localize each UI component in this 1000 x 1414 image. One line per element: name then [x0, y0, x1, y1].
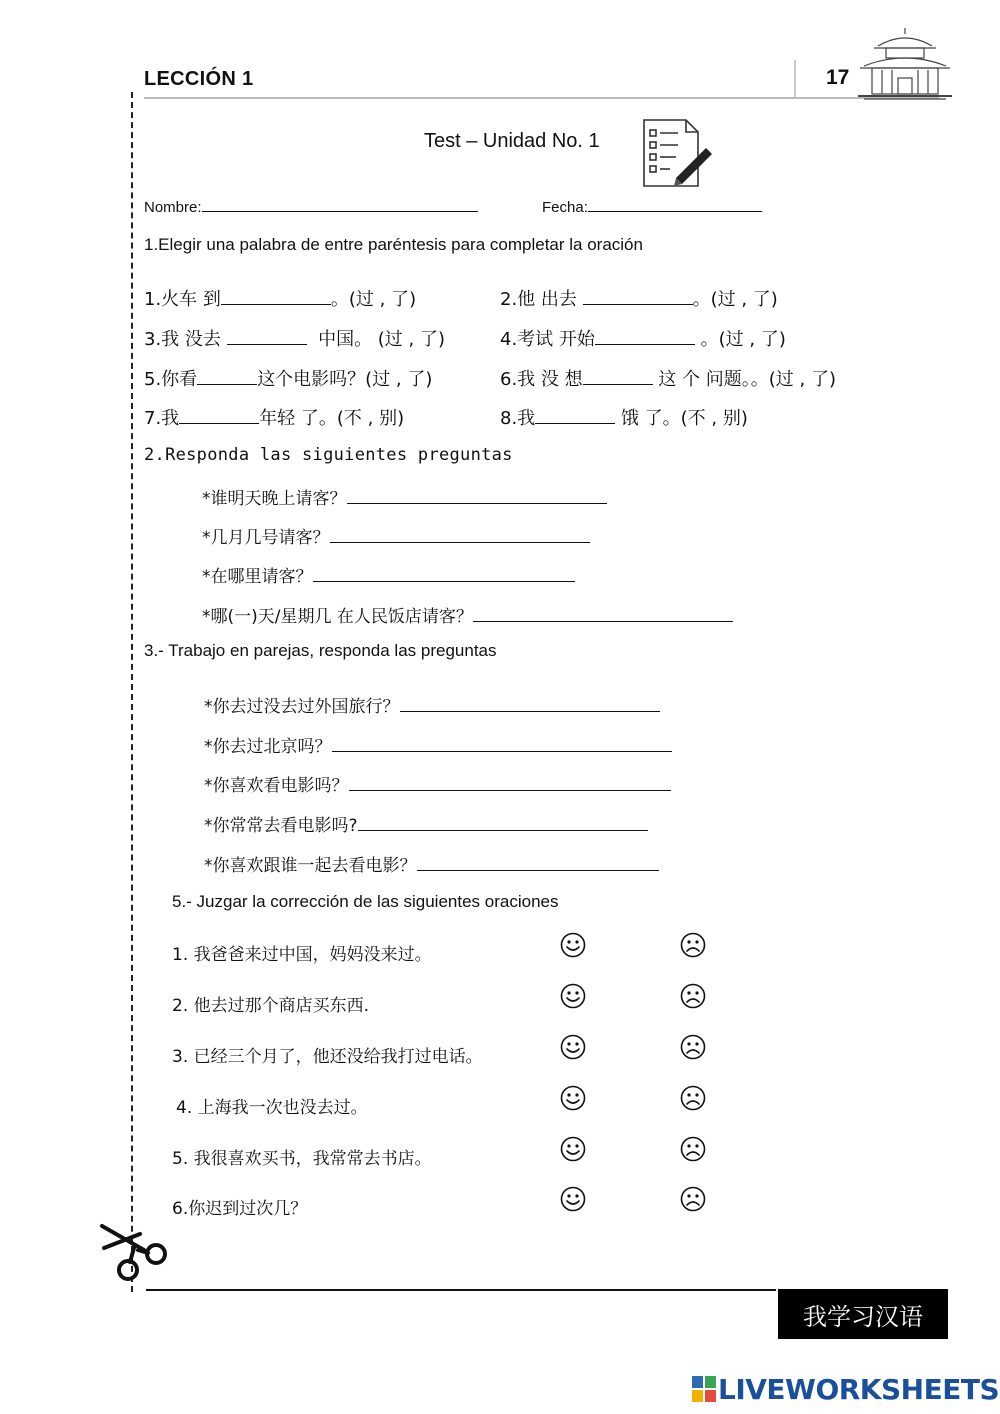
question: [202, 562, 575, 587]
fill-item: [144, 404, 404, 430]
answer-blank[interactable]: [179, 410, 259, 424]
item-text: 。(过 , 了): [692, 289, 778, 310]
name-field: [144, 198, 478, 216]
answer-blank[interactable]: [595, 331, 695, 345]
answer-blank[interactable]: [197, 371, 257, 385]
fill-item: [500, 404, 748, 430]
fill-item: [500, 325, 786, 351]
footer-label: 我学习汉语: [778, 1289, 948, 1339]
question: [204, 732, 672, 757]
question: [204, 771, 671, 796]
sad-face-icon[interactable]: [680, 1136, 706, 1162]
question-text: *你喜欢跟谁一起去看电影？: [204, 856, 417, 876]
answer-line[interactable]: [347, 490, 607, 504]
answer-line[interactable]: [349, 777, 671, 791]
smiley-face-icon[interactable]: [560, 932, 586, 958]
answer-blank[interactable]: [583, 371, 653, 385]
sentence: 5. 我很喜欢买书，我常常去书店。: [172, 1149, 432, 1169]
item-text: 6.我 没 想: [500, 369, 583, 390]
question-text: *你去过没去过外国旅行？: [204, 697, 400, 717]
name-input[interactable]: [202, 198, 478, 212]
liveworksheets-logo: [692, 1372, 999, 1406]
smiley-face-icon[interactable]: [560, 983, 586, 1009]
date-field: [542, 198, 762, 216]
question-text: *几月几号请客？: [202, 528, 330, 548]
answer-line[interactable]: [358, 817, 648, 831]
sentence: 4. 上海我一次也没去过。: [176, 1098, 368, 1118]
item-text: 这 个 问题。。(过 , 了): [652, 369, 836, 390]
item-text: 2.他 出去: [500, 289, 583, 310]
section3-heading: 3.- Trabajo en parejas, responda las preguntas: [144, 641, 497, 660]
sad-face-icon[interactable]: [680, 983, 706, 1009]
answer-line[interactable]: [400, 698, 660, 712]
item-text: 1.火车 到: [144, 289, 221, 310]
question: [204, 692, 660, 717]
answer-line[interactable]: [332, 738, 672, 752]
item-text: 。(过 , 了): [330, 289, 417, 310]
sad-face-icon[interactable]: [680, 1085, 706, 1111]
item-text: 年轻 了。(不 , 别): [259, 408, 405, 429]
question-text: *谁明天晚上请客？: [202, 489, 347, 509]
answer-line[interactable]: [417, 857, 659, 871]
question-text: *在哪里请客？: [202, 567, 313, 587]
fill-item: [500, 365, 836, 391]
answer-line[interactable]: [313, 568, 575, 582]
item-text: 3.我 没去: [144, 329, 227, 350]
smiley-face-icon[interactable]: [560, 1085, 586, 1111]
answer-line[interactable]: [473, 608, 733, 622]
smiley-face-icon[interactable]: [560, 1136, 586, 1162]
answer-blank[interactable]: [221, 291, 331, 305]
question: [204, 811, 648, 836]
date-input[interactable]: [588, 198, 762, 212]
fill-item: [144, 285, 416, 311]
sentence: 6.你迟到过次几？: [172, 1199, 308, 1219]
fill-item: [144, 365, 432, 391]
live-badge-icon: [692, 1376, 716, 1402]
item-text: 这个电影吗？(过 , 了): [257, 369, 433, 390]
answer-blank[interactable]: [227, 331, 307, 345]
name-label: Nombre:: [144, 199, 202, 216]
smiley-face-icon[interactable]: [560, 1186, 586, 1212]
section1-heading: 1.Elegir una palabra de entre paréntesis para completar la oración: [144, 235, 643, 254]
answer-blank[interactable]: [583, 291, 693, 305]
sad-face-icon[interactable]: [680, 932, 706, 958]
sentence: 3. 已经三个月了，他还没给我打过电话。: [172, 1047, 483, 1067]
sad-face-icon[interactable]: [680, 1186, 706, 1212]
item-text: 7.我: [144, 408, 180, 429]
date-label: Fecha:: [542, 199, 588, 216]
header-rule: [144, 97, 939, 99]
cut-line: [131, 92, 133, 1292]
item-text: 8.我: [500, 408, 536, 429]
question: [202, 602, 733, 627]
sentence: 1. 我爸爸来过中国，妈妈没来过。: [172, 945, 432, 965]
question: [202, 484, 607, 509]
pagoda-icon: [858, 26, 952, 100]
section5-heading: 5.- Juzgar la corrección de las siguientes oraciones: [172, 892, 559, 911]
item-text: 5.你看: [144, 369, 198, 390]
sentence: 2. 他去过那个商店买东西.: [172, 996, 370, 1016]
fill-item: [144, 325, 445, 351]
question-text: *你常常去看电影吗?: [204, 816, 358, 836]
sad-face-icon[interactable]: [680, 1034, 706, 1060]
smiley-face-icon[interactable]: [560, 1034, 586, 1060]
question-text: *你喜欢看电影吗？: [204, 776, 349, 796]
question: [202, 523, 590, 548]
question: [204, 851, 659, 876]
section2-heading: 2.Responda las siguientes preguntas: [144, 445, 513, 465]
question-text: *哪(一)天/星期几 在人民饭店请客？: [202, 607, 473, 627]
question-text: *你去过北京吗？: [204, 737, 332, 757]
item-text: 4.考试 开始: [500, 329, 595, 350]
item-text: 饿 了。(不 , 别): [615, 408, 748, 429]
footer-rule: [146, 1289, 776, 1291]
checklist-icon: [640, 116, 716, 190]
lesson-title: LECCIÓN 1: [144, 68, 254, 90]
header-separator: [794, 60, 796, 98]
test-title: Test – Unidad No. 1: [424, 130, 600, 152]
fill-item: [500, 285, 778, 311]
answer-blank[interactable]: [535, 410, 615, 424]
item-text: 中国。 (过 , 了): [306, 329, 445, 350]
scissors-icon: [98, 1220, 174, 1282]
page-number: 17: [826, 66, 850, 89]
item-text: 。(过 , 了): [694, 329, 786, 350]
answer-line[interactable]: [330, 529, 590, 543]
brand-text: LIVEWORKSHEETS: [718, 1372, 1000, 1406]
